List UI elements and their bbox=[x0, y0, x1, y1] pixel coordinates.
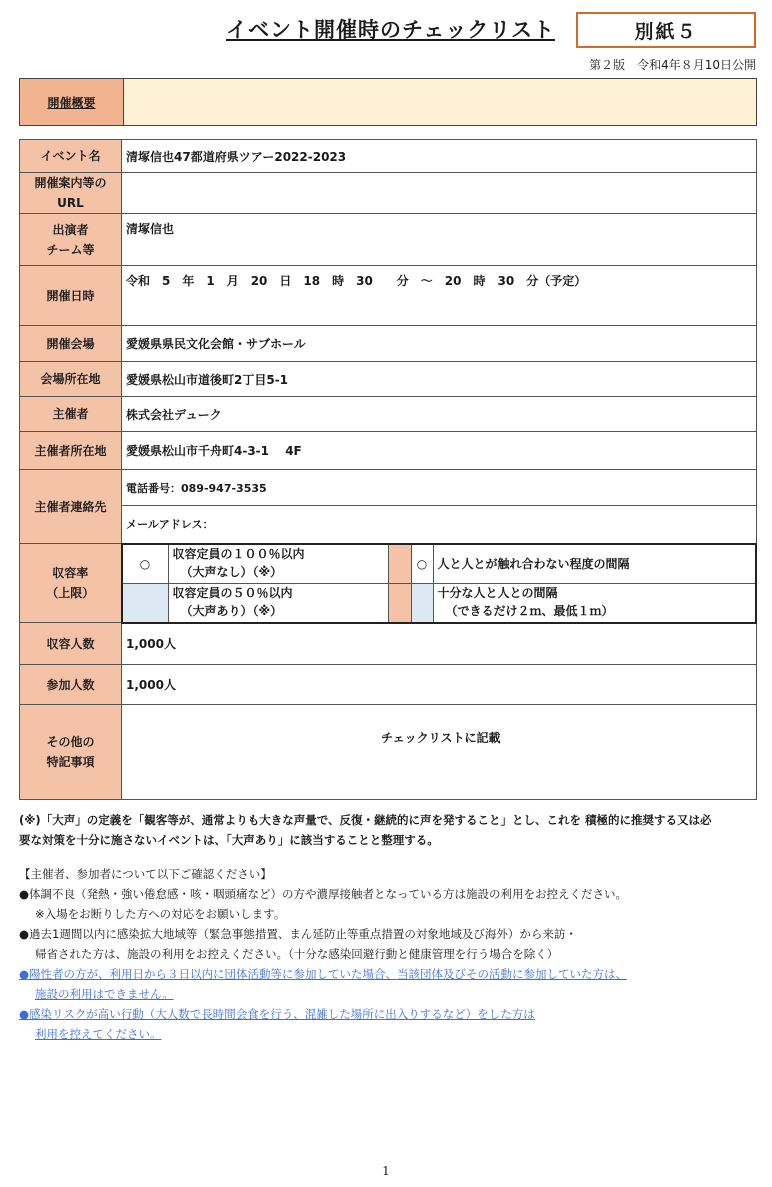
other-value: チェックリストに記載 bbox=[122, 705, 757, 800]
confirmation-notes bbox=[19, 864, 759, 1044]
row-organizer bbox=[20, 397, 757, 432]
datetime-label: 開催日時 bbox=[20, 266, 122, 326]
note-2-sub: 帰省された方は、施設の利用をお控えください。（十分な感染回避行動と健康管理を行う場合を除く） bbox=[35, 947, 559, 961]
option1-line2: （大声なし）（※） bbox=[180, 564, 283, 579]
row-organizer-contact-email bbox=[20, 506, 757, 544]
capacity-rate-label-line1: 収容率 bbox=[52, 566, 89, 580]
option-separator-top bbox=[389, 545, 412, 583]
option4-line1: 十分な人と人との間隔 bbox=[437, 585, 558, 600]
note-4-link[interactable]: ●感染リスクが高い行動（大人数で長時間会食を行う、混雑した場所に出入りするなど）をした方は bbox=[19, 1007, 535, 1021]
participants-label: 参加人数 bbox=[20, 665, 122, 705]
option2-line1: 収容定員の５０％以内 bbox=[172, 585, 293, 600]
row-organizer-contact-phone bbox=[20, 470, 757, 506]
row-datetime bbox=[20, 266, 757, 326]
option3-text: 人と人とが触れ合わない程度の間隔 bbox=[437, 556, 630, 571]
venue-address-label: 会場所在地 bbox=[20, 362, 122, 397]
option2-line2: （大声あり）（※） bbox=[180, 603, 283, 618]
row-organizer-address bbox=[20, 432, 757, 470]
venue-address-value: 愛媛県松山市道後町2丁目5-1 bbox=[122, 362, 757, 397]
summary-value bbox=[124, 79, 756, 125]
organizer-phone: 電話番号：089-947-3535 bbox=[122, 470, 757, 506]
organizer-email: メールアドレス： bbox=[122, 506, 757, 544]
page-number: 1 bbox=[382, 1164, 390, 1178]
datetime-value: 令和 5 年 1 月 20 日 18 時 30 分 ～ 20 時 30 分（予定） bbox=[122, 266, 757, 326]
other-label-line2: 特記事項 bbox=[46, 755, 95, 769]
organizer-label: 主催者 bbox=[20, 397, 122, 432]
summary-row bbox=[19, 78, 757, 126]
row-capacity-rate bbox=[20, 544, 757, 623]
capacity-label: 収容人数 bbox=[20, 623, 122, 665]
performer-label bbox=[20, 214, 122, 266]
option-separator-bottom bbox=[389, 583, 412, 622]
row-venue bbox=[20, 326, 757, 362]
event-name-label: イベント名 bbox=[20, 140, 122, 173]
row-performer bbox=[20, 214, 757, 266]
option1-text bbox=[169, 545, 389, 583]
row-event-name bbox=[20, 140, 757, 173]
note-4-link-cont[interactable]: 利用を控えてください。 bbox=[35, 1027, 162, 1041]
other-label bbox=[20, 705, 122, 800]
notes-heading: 【主催者、参加者について以下ご確認ください】 bbox=[19, 867, 272, 881]
row-participants bbox=[20, 665, 757, 705]
organizer-value: 株式会社デューク bbox=[122, 397, 757, 432]
row-url bbox=[20, 173, 757, 214]
event-name-value: 清塚信也47都道府県ツアー2022-2023 bbox=[122, 140, 757, 173]
organizer-address-label: 主催者所在地 bbox=[20, 432, 122, 470]
option2-mark bbox=[123, 583, 169, 622]
summary-label: 開催概要 bbox=[20, 79, 124, 125]
option4-mark bbox=[412, 583, 434, 622]
capacity-rate-options bbox=[122, 544, 757, 623]
note-3-link-cont[interactable]: 施設の利用はできません。 bbox=[35, 987, 174, 1001]
url-value bbox=[122, 173, 757, 214]
note-1-sub: ※入場をお断りした方への対応をお願いします。 bbox=[35, 907, 286, 921]
capacity-value: 1,000人 bbox=[122, 623, 757, 665]
participants-value: 1,000人 bbox=[122, 665, 757, 705]
option1-line1: 収容定員の１００％以内 bbox=[172, 546, 305, 561]
option2-text bbox=[169, 583, 389, 622]
document-title: イベント開催時のチェックリスト bbox=[226, 18, 555, 42]
option3-mark: ○ bbox=[412, 545, 434, 583]
capacity-rate-label-line2: （上限） bbox=[46, 586, 95, 600]
performer-value: 清塚信也 bbox=[122, 214, 757, 266]
organizer-contact-label: 主催者連絡先 bbox=[20, 470, 122, 544]
performer-label-line1: 出演者 bbox=[52, 222, 89, 237]
footnote-line2: 要な対策を十分に施さないイベントは、「大声あり」に該当することと整理する。 bbox=[19, 833, 439, 847]
url-label-line2: URL bbox=[57, 196, 84, 210]
organizer-address-value: 愛媛県松山市千舟町4-3-1 4F bbox=[122, 432, 757, 470]
event-checklist-table bbox=[19, 139, 757, 800]
row-capacity bbox=[20, 623, 757, 665]
option4-text bbox=[434, 583, 756, 622]
other-label-line1: その他の bbox=[46, 735, 95, 749]
capacity-rate-label bbox=[20, 544, 122, 623]
option1-mark: ○ bbox=[123, 545, 169, 583]
note-1: ●体調不良（発熱・強い倦怠感・咳・咽頭痛など）の方や濃厚接触者となっている方は施設の利用をお控えください。 bbox=[19, 887, 628, 901]
footnote-line1: (※)「大声」の定義を「観客等が、通常よりも大きな声量で、反復・継続的に声を発すること」とし、これを 積極的に推奨する又は必 bbox=[19, 813, 712, 827]
venue-value: 愛媛県県民文化会館・サブホール bbox=[122, 326, 757, 362]
option4-line2: （できるだけ２ｍ、最低１ｍ） bbox=[445, 603, 614, 618]
note-2: ●過去1週間以内に感染拡大地域等（緊急事態措置、まん延防止等重点措置の対象地域及び海外）から来訪・ bbox=[19, 927, 577, 941]
row-other bbox=[20, 705, 757, 800]
row-venue-address bbox=[20, 362, 757, 397]
url-label-line1: 開催案内等の bbox=[34, 176, 107, 190]
loud-voice-footnote bbox=[19, 810, 757, 850]
performer-label-line2: チーム等 bbox=[46, 242, 95, 257]
note-3-link[interactable]: ●陽性者の方が、利用日から３日以内に団体活動等に参加していた場合、当該団体及びその活動に参加していた方は、 bbox=[19, 967, 628, 981]
url-label bbox=[20, 173, 122, 214]
venue-label: 開催会場 bbox=[20, 326, 122, 362]
capacity-option-grid bbox=[123, 545, 756, 622]
version-info: 第２版 令和4年８月10日公開 bbox=[589, 58, 756, 72]
appendix-label: 別紙５ bbox=[576, 12, 756, 48]
